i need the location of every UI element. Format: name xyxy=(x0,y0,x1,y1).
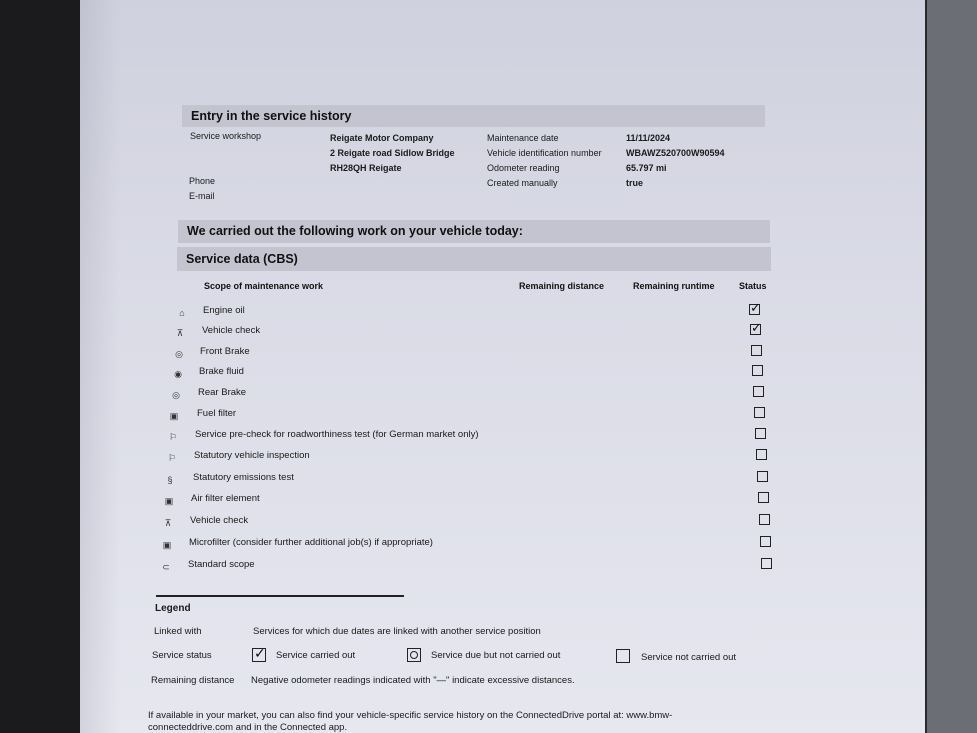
cbs-row-label: Brake fluid xyxy=(199,366,244,377)
vehicle-lift-icon: ⊼ xyxy=(164,518,172,528)
workshop-address-2: RH28QH Reigate xyxy=(330,163,402,173)
created-manually-label: Created manually xyxy=(487,178,558,188)
brake-fluid-icon: ◉ xyxy=(174,369,182,379)
email-label: E-mail xyxy=(189,191,215,201)
legend-checkbox-due-icon xyxy=(407,648,421,662)
emissions-icon: § xyxy=(167,475,173,485)
oil-can-icon: ⌂ xyxy=(179,308,185,318)
footer-line-1: If available in your market, you can also find your vehicle-specific service history on the ConnectedDrive portal at: www.bmw- xyxy=(148,710,673,721)
status-empty-checkbox xyxy=(758,492,769,503)
legend-distance-text: Negative odometer readings indicated with "—" indicate excessive distances. xyxy=(251,675,575,686)
cbs-row-label: Statutory vehicle inspection xyxy=(194,450,310,461)
legend-divider xyxy=(156,595,404,597)
cbs-row-label: Vehicle check xyxy=(190,515,249,526)
work-carried-out-header xyxy=(178,220,770,243)
front-brake-icon: ◎ xyxy=(175,349,183,359)
status-empty-checkbox xyxy=(751,345,762,356)
odometer-label: Odometer reading xyxy=(487,163,560,173)
background-right xyxy=(927,0,977,733)
status-empty-checkbox xyxy=(757,471,768,482)
legend-checkbox-not-icon xyxy=(616,649,630,663)
service-history-header xyxy=(182,105,765,127)
cbs-row-label: Service pre-check for roadworthiness test (for German market only) xyxy=(195,429,479,440)
status-checked-checkbox xyxy=(749,304,760,315)
status-empty-checkbox xyxy=(754,407,765,418)
fuel-filter-icon: ▣ xyxy=(169,411,179,421)
col-remaining-distance: Remaining distance xyxy=(519,281,605,291)
vehicle-lift-icon: ⊼ xyxy=(176,328,184,338)
microfilter-icon: ▣ xyxy=(162,540,172,550)
col-remaining-runtime: Remaining runtime xyxy=(633,281,715,291)
legend-linked-label: Linked with xyxy=(154,626,202,637)
status-empty-checkbox xyxy=(756,449,767,460)
status-empty-checkbox xyxy=(761,558,772,569)
cbs-header xyxy=(177,247,771,271)
cbs-row-label: Fuel filter xyxy=(197,408,237,419)
status-empty-checkbox xyxy=(752,365,763,376)
legend-title: Legend xyxy=(155,603,191,614)
status-empty-checkbox xyxy=(755,428,766,439)
legend-status-not: Service not carried out xyxy=(641,652,737,663)
status-empty-checkbox xyxy=(760,536,771,547)
inspection-car-icon: ⚐ xyxy=(167,453,177,463)
legend-distance-label: Remaining distance xyxy=(151,675,235,686)
cbs-row-label: Vehicle check xyxy=(202,325,261,336)
cbs-title: Service data (CBS) xyxy=(186,252,298,266)
cbs-row-label: Standard scope xyxy=(188,559,255,570)
legend-status-due: Service due but not carried out xyxy=(431,650,561,661)
workshop-name: Reigate Motor Company xyxy=(330,133,434,143)
service-history-title: Entry in the service history xyxy=(191,109,352,123)
legend-checkbox-done-icon xyxy=(252,648,266,662)
work-carried-out-title: We carried out the following work on your vehicle today: xyxy=(187,224,523,238)
car-icon: ⊂ xyxy=(162,562,170,572)
status-checked-checkbox xyxy=(750,324,761,335)
legend-linked-text: Services for which due dates are linked with another service position xyxy=(253,626,541,637)
created-manually-value: true xyxy=(626,178,644,188)
status-empty-checkbox xyxy=(753,386,764,397)
cbs-row-label: Engine oil xyxy=(203,305,245,316)
air-filter-icon: ▣ xyxy=(164,496,174,506)
workshop-address-1: 2 Reigate road Sidlow Bridge xyxy=(330,148,455,158)
workshop-label: Service workshop xyxy=(190,131,262,141)
footer-line-2: connecteddrive.com and in the Connected app. xyxy=(148,722,348,733)
cbs-row-label: Rear Brake xyxy=(198,387,247,398)
inspection-car-icon: ⚐ xyxy=(168,432,178,442)
legend-status-label: Service status xyxy=(152,650,212,661)
maintenance-date-value: 11/11/2024 xyxy=(626,133,671,143)
cbs-row-label: Statutory emissions test xyxy=(193,472,294,483)
col-scope: Scope of maintenance work xyxy=(204,281,324,291)
rear-brake-icon: ◎ xyxy=(172,390,180,400)
maintenance-date-label: Maintenance date xyxy=(487,133,559,143)
cbs-row-label: Front Brake xyxy=(200,346,250,357)
status-empty-checkbox xyxy=(759,514,770,525)
legend-status-done: Service carried out xyxy=(276,650,356,661)
vin-value: WBAWZ520700W90594 xyxy=(626,148,725,158)
cbs-row-label: Microfilter (consider further additional job(s) if appropriate) xyxy=(189,537,433,548)
vin-label: Vehicle identification number xyxy=(487,148,602,158)
cbs-row-label: Air filter element xyxy=(191,493,260,504)
col-status: Status xyxy=(739,281,767,291)
phone-label: Phone xyxy=(189,176,216,186)
odometer-value: 65.797 mi xyxy=(626,163,667,173)
